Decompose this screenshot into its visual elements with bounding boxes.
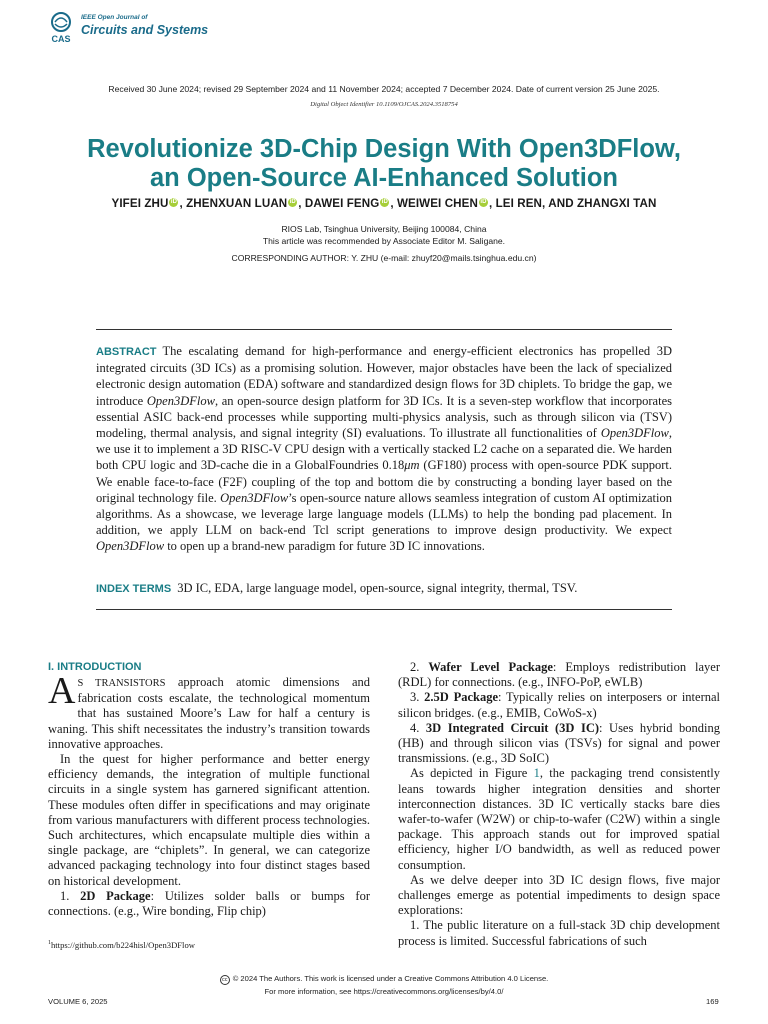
list-item — [398, 660, 720, 690]
corresponding-author: CORRESPONDING AUTHOR: Y. ZHU (e-mail: zhuyf20@mails.tsinghua.edu.cn) — [231, 253, 537, 263]
index-terms-text: 3D IC, EDA, large language model, open-source, signal integrity, thermal, TSV. — [177, 581, 578, 595]
abstract-emphasis: Open3DFlow — [146, 393, 215, 408]
list-text: : Utilizes solder balls or bumps for connections. (e.g., Wire bonding, Flip chip) — [48, 888, 370, 919]
list-text: : Typically relies on interposers or internal silicon bridges. (e.g., EMIB, CoWoS-x) — [398, 690, 720, 720]
paragraph: In the quest for higher performance and better energy efficiency demands, the integration of multiple functional circuits in a single system has garnered significant attention. These modules often differ in specifications and may originate from various manufacturers with different process technologies. Such architectures, which encapsulate multiple dies within a single package, are “chiplets”. In general, we can categorize advanced packaging technology into four distinct stages based on historical development. — [48, 752, 370, 888]
footnote-mark: 1 — [48, 940, 51, 947]
list-number: 3. — [410, 690, 425, 705]
list-term: 2D Package — [80, 888, 151, 903]
author-feng: , DAWEI FENG — [298, 197, 380, 210]
right-column — [398, 660, 720, 949]
author-zhu: YIFEI ZHU — [111, 197, 169, 210]
footnote-url[interactable]: https://github.com/b224hisl/Open3DFlow — [51, 940, 195, 950]
paragraph: 1. The public literature on a full-stack 3D chip development process is limited. Successful fabrications of such — [398, 918, 720, 948]
orcid-icon[interactable]: iD — [381, 199, 388, 205]
page-number: 169 — [706, 997, 719, 1006]
list-item — [398, 690, 720, 720]
list-item — [48, 889, 370, 919]
author-ren-tan: , LEI REN, AND ZHANGXI TAN — [488, 197, 657, 210]
abstract-text: to open up a brand-new paradigm for future 3D IC innovations. — [164, 539, 485, 554]
paragraph: As we delve deeper into 3D IC design flows, five major challenges emerge as potential impediments to design space explorations: — [398, 872, 720, 918]
paragraph-text: , the packaging trend consistently leans towards higher integration densities and shorter interconnection distances. 3D IC vertically stacks bare dies wafer-to-wafer (W2W) or chip-to-wafer (C2W) within a single package. This approach stands out for improved spatial efficiency, higher I/O bandwidth, as well as reduced power consumption. — [398, 766, 720, 872]
abstract-text: (GF180) process with open-source PDK support. We enable face-to-face (F2F) coupling of the top and bottom die by constructing a bonding layer based on the original technology file. — [96, 458, 672, 505]
section-heading: I. INTRODUCTION — [48, 661, 142, 673]
list-term: Wafer Level Package — [428, 660, 553, 674]
abstract-unit: μm — [404, 458, 420, 473]
abstract-label: ABSTRACT — [96, 346, 157, 358]
left-column — [48, 660, 370, 919]
drop-cap: A — [48, 670, 76, 712]
list-number: 4. — [410, 720, 426, 735]
abstract-text: The escalating demand for high-performance and energy-efficient electronics has propelled 3D integrated circuits (3D ICs) as a promising solution. However, major obstacles have been the lack of specialized electronic design automation (EDA) software and standardized design flows for 3D chiplets. To bridge the gap, we introduce — [96, 344, 672, 408]
list-number: 2. — [410, 660, 429, 674]
abstract-text: , an open-source design platform for 3D ICs. It is a seven-step workflow that incorporates essential ASIC back-end processes while supporting multi-physics analysis, such as through silicon via (TSV) modeling, thermal analysis, and signal integrity (SI) evaluations. To illustrate all functionalities of — [96, 393, 672, 441]
abstract — [96, 343, 672, 555]
journal-name-small: IEEE Open Journal of — [81, 14, 148, 21]
license-link[interactable]: For more information, see https://creativecommons.org/licenses/by/4.0/ — [264, 986, 504, 996]
author-list — [20, 197, 748, 210]
creative-commons-icon: cc — [220, 975, 230, 985]
license-notice — [0, 973, 768, 998]
orcid-icon[interactable]: iD — [289, 199, 296, 205]
list-text: : Uses hybrid bonding (HB) and through silicon vias (TSVs) for signal and power transmissions. (e.g., 3D SoIC) — [398, 720, 721, 766]
abstract-emphasis: Open3DFlow — [96, 539, 165, 554]
abstract-emphasis: Open3DFlow — [220, 490, 289, 505]
editor-line: This article was recommended by Associate Editor M. Saligane. — [262, 236, 506, 246]
abstract-bottom-rule — [96, 609, 672, 610]
abstract-top-rule — [96, 329, 672, 330]
license-text: © 2024 The Authors. This work is licensed under a Creative Commons Attribution 4.0 License. — [232, 974, 549, 983]
author-chen: , WEIWEI CHEN — [390, 197, 478, 210]
list-number: 1. — [60, 888, 81, 903]
paragraph — [398, 766, 720, 872]
affiliation-line: RIOS Lab, Tsinghua University, Beijing 100084, China — [281, 224, 487, 234]
index-terms — [96, 580, 672, 597]
journal-name: Circuits and Systems — [81, 23, 209, 37]
paper-title — [40, 135, 728, 193]
orcid-icon[interactable]: iD — [480, 199, 487, 205]
paragraph — [48, 670, 370, 752]
volume-info: VOLUME 6, 2025 — [48, 997, 108, 1006]
list-item — [398, 721, 720, 767]
list-term: 3D Integrated Circuit (3D IC) — [425, 720, 600, 735]
abstract-text: ’s open-source nature allows seamless integration of custom AI optimization algorithms. As a showcase, we leverage large language models (LLMs) to help the bonding pad placement. In addition, we apply LLM on back-end Tcl script generations to improve design productivity. We expect — [96, 490, 673, 538]
list-term: 2.5D Package — [424, 690, 499, 705]
abstract-emphasis: Open3DFlow — [600, 426, 669, 441]
license-line — [0, 973, 768, 986]
affiliation — [0, 223, 768, 247]
figure-link[interactable]: 1 — [533, 766, 540, 781]
doi: Digital Object Identifier 10.1109/OJCAS.2024.3518754 — [310, 101, 458, 108]
received-dates: Received 30 June 2024; revised 29 September 2024 and 11 November 2024; accepted 7 December 2024. Date of current version 25 June 2025. — [108, 84, 660, 94]
logo-text: CAS — [51, 34, 71, 43]
paragraph-text: approach atomic dimensions and fabrication costs escalate, the technological momentum that has sustained Moore’s Law for half a century is waning. This shift necessitates the industry’s transition towards innovative approaches. — [48, 675, 370, 751]
paragraph-text: As depicted in Figure — [410, 766, 534, 781]
title-line-1: Revolutionize 3D-Chip Design With Open3DFlow, — [87, 135, 681, 163]
list-text: : Employs redistribution layer (RDL) for connections. (e.g., INFO-PoP, eWLB) — [398, 660, 720, 690]
index-terms-label: INDEX TERMS — [96, 583, 172, 595]
footnote — [48, 940, 370, 950]
abstract-text: , we use it to implement a 3D RISC-V CPU design with a vertically stacked L2 cache on a separated die. We harden both CPU logic and 3D-cache die in a GlobalFoundries 0.18 — [96, 426, 672, 473]
small-caps: S TRANSISTORS — [77, 678, 166, 689]
orcid-icon[interactable]: iD — [170, 199, 178, 205]
author-luan: , ZHENXUAN LUAN — [179, 197, 288, 210]
title-line-2: an Open-Source AI-Enhanced Solution — [149, 164, 618, 192]
cas-logo — [47, 11, 75, 43]
